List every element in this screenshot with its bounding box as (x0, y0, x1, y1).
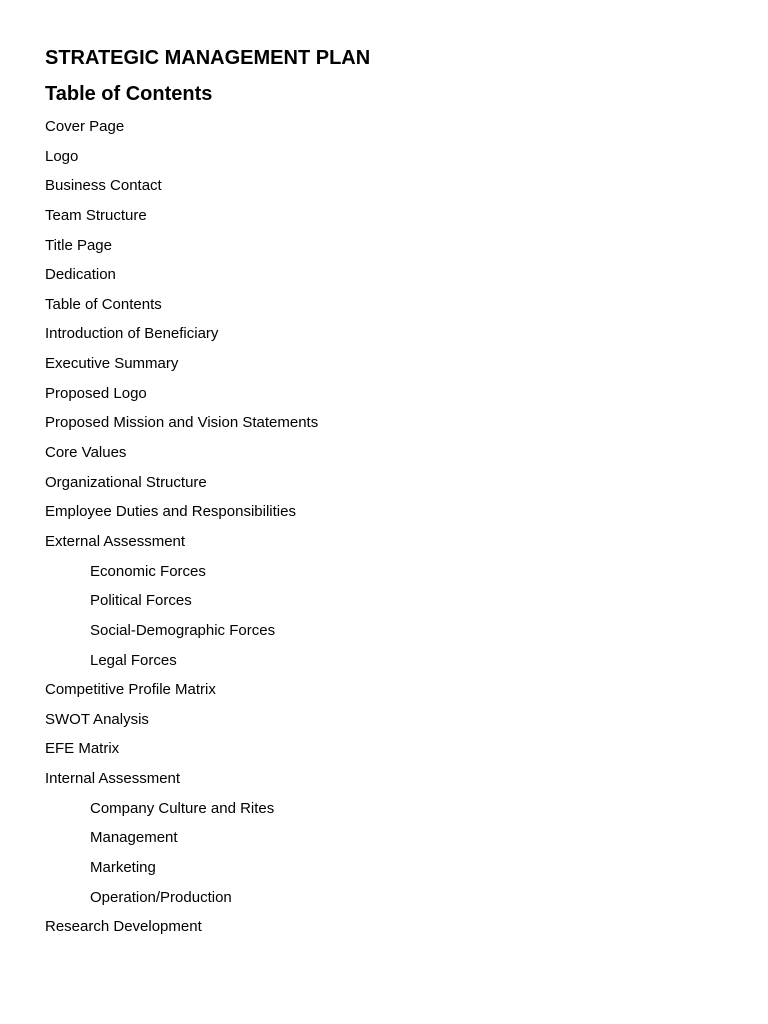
toc-item: Logo (45, 147, 79, 165)
toc-item: Employee Duties and Responsibilities (45, 503, 296, 521)
toc-item: Introduction of Beneficiary (45, 325, 219, 343)
toc-item: Proposed Logo (45, 384, 147, 402)
toc-item: Research Development (45, 918, 202, 936)
toc-subitem: Marketing (90, 859, 156, 877)
toc-list (45, 112, 318, 942)
toc-item: External Assessment (45, 532, 186, 550)
toc-subitem: Company Culture and Rites (90, 799, 275, 817)
toc-item: Competitive Profile Matrix (45, 681, 216, 699)
toc-subitem: Management (90, 829, 178, 847)
toc-item: Internal Assessment (45, 770, 181, 788)
toc-item: Proposed Mission and Vision Statements (45, 414, 319, 432)
toc-item: SWOT Analysis (45, 710, 149, 728)
toc-item: Title Page (45, 236, 112, 254)
toc-subitem: Operation/Production (90, 888, 232, 906)
toc-item: EFE Matrix (45, 740, 120, 758)
toc-item: Executive Summary (45, 355, 179, 373)
toc-subitem: Legal Forces (90, 651, 177, 669)
toc-item: Business Contact (45, 177, 162, 195)
toc-subitem: Economic Forces (90, 562, 206, 580)
toc-item: Organizational Structure (45, 473, 207, 491)
toc-heading: Table of Contents (45, 83, 213, 105)
toc-item: Dedication (45, 266, 116, 284)
toc-item: Cover Page (45, 118, 125, 135)
toc-item: Table of Contents (45, 295, 162, 313)
toc-item: Core Values (45, 444, 127, 462)
document-title: STRATEGIC MANAGEMENT PLAN (45, 47, 371, 69)
toc-item: Team Structure (45, 206, 147, 224)
toc-subitem: Political Forces (90, 592, 192, 610)
toc-subitem: Social-Demographic Forces (90, 621, 276, 639)
